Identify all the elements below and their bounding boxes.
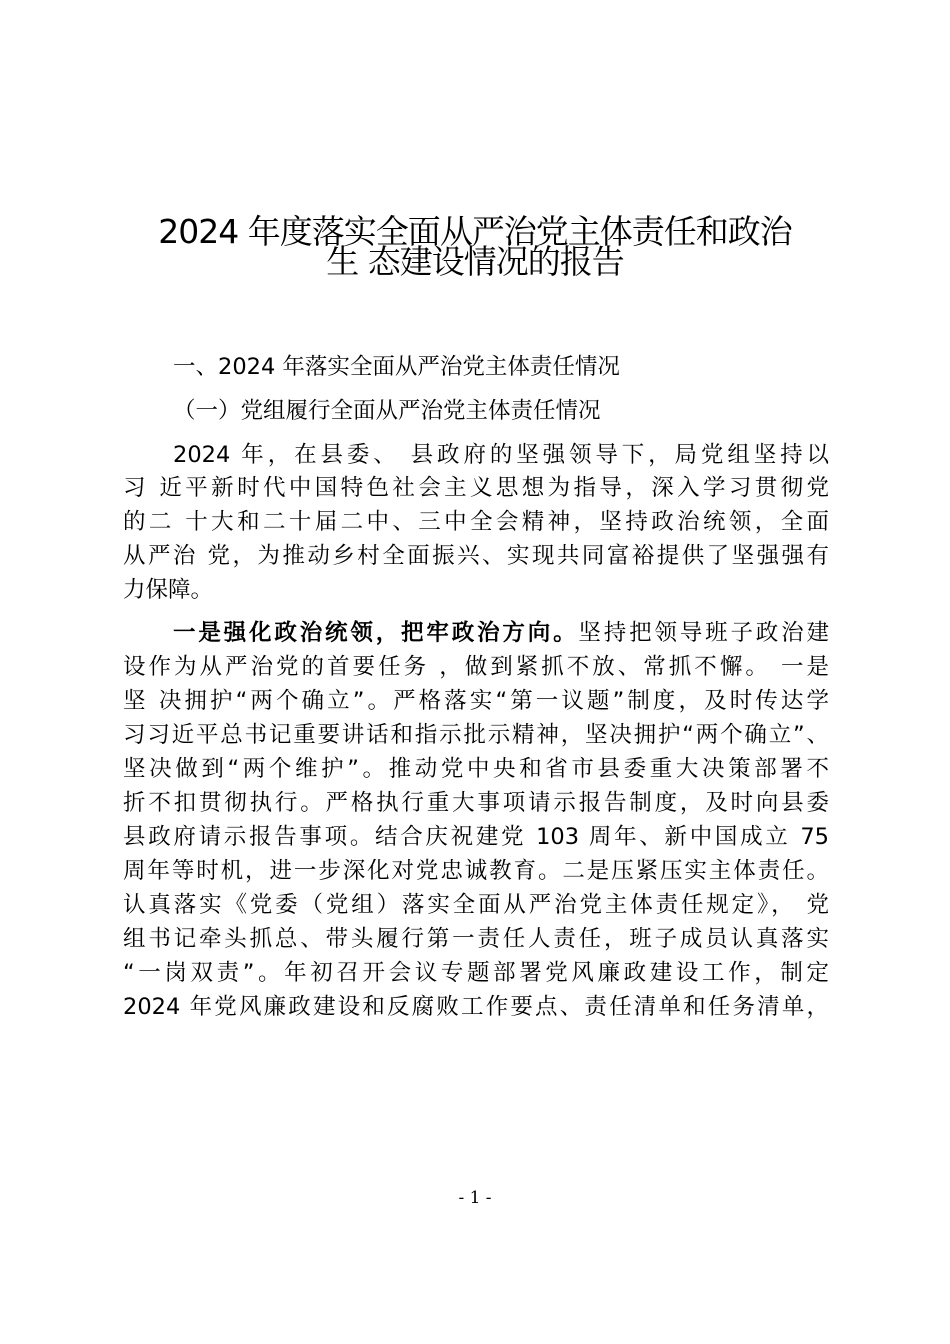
paragraph-2-line-1	[173, 617, 829, 649]
paragraph-2-line-5: 坚决做到“两个维护”。推动党中央和省市县委重大决策部署不	[123, 756, 829, 782]
paragraph-2-lead-bold: 一是强化政治统领，把牢政治方向。	[173, 620, 579, 646]
paragraph-1-line-5: 力保障。	[123, 577, 214, 603]
paragraph-1-line-1: 2024 年，在县委、 县政府的坚强领导下，局党组坚持以	[173, 442, 829, 468]
paragraph-2-line-4: 习习近平总书记重要讲话和指示批示精神，坚决拥护“两个确立”、	[123, 722, 829, 748]
paragraph-2-line-11: “一岗双责”。年初召开会议专题部署党风廉政建设工作，制定	[123, 960, 829, 986]
section-heading-2: （一）党组履行全面从严治党主体责任情况	[173, 398, 601, 424]
document-title-line-1: 2024 年度落实全面从严治党主体责任和政治	[158, 212, 792, 251]
paragraph-2-line-9: 认真落实《党委（党组）落实全面从严治党主体责任规定》， 党	[123, 892, 829, 918]
paragraph-2-line-8: 周年等时机，进一步深化对党忠诚教育。二是压紧压实主体责任。	[123, 858, 829, 884]
paragraph-2-line-6: 折不扣贯彻执行。严格执行重大事项请示报告制度，及时向县委	[123, 790, 829, 816]
paragraph-2-line-12: 2024 年党风廉政建设和反腐败工作要点、责任清单和任务清单，	[123, 994, 829, 1020]
paragraph-2-line-3: 坚 决拥护“两个确立”。严格落实“第一议题”制度，及时传达学	[123, 688, 829, 714]
page-number: - 1 -	[458, 1188, 492, 1208]
paragraph-2-line-1-rest: 坚持把领导班子政治建	[578, 620, 829, 646]
paragraph-1-line-2: 习 近平新时代中国特色社会主义思想为指导，深入学习贯彻党	[123, 475, 829, 501]
paragraph-1-line-4: 从严治 党，为推动乡村全面振兴、实现共同富裕提供了坚强强有	[123, 543, 829, 569]
paragraph-2-line-2: 设作为从严治党的首要任务 ，做到紧抓不放、常抓不懈。 一是	[123, 654, 829, 680]
paragraph-1-line-3: 的二 十大和二十届二中、三中全会精神，坚持政治统领，全面	[123, 509, 829, 535]
section-heading-1: 一、2024 年落实全面从严治党主体责任情况	[173, 354, 620, 380]
paragraph-2-line-7: 县政府请示报告事项。结合庆祝建党 103 周年、新中国成立 75	[123, 824, 829, 850]
document-title-line-2: 生 态建设情况的报告	[326, 242, 624, 281]
paragraph-2-line-10: 组书记牵头抓总、带头履行第一责任人责任，班子成员认真落实	[123, 926, 829, 952]
